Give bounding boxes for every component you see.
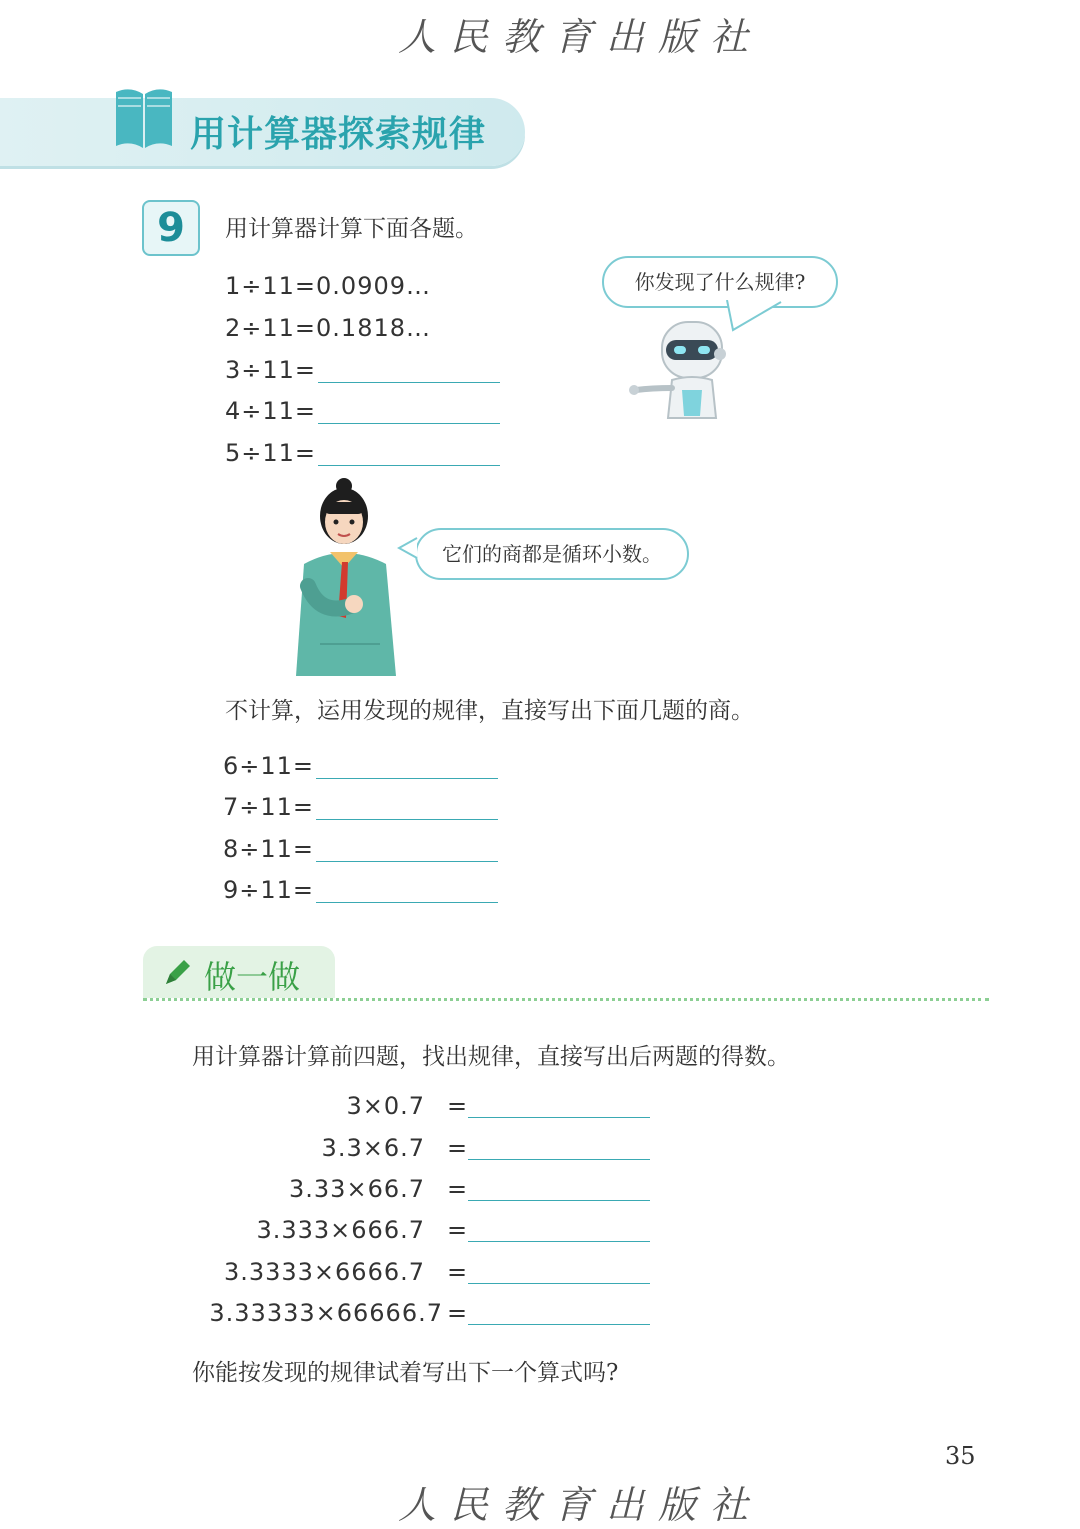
practice-equals-6: = xyxy=(447,1299,469,1327)
answer-blank-6[interactable] xyxy=(316,778,498,779)
pencil-icon xyxy=(160,956,194,990)
equation-8: 8÷11= xyxy=(223,835,315,863)
practice-expression-3: 3.33×66.7 xyxy=(289,1175,425,1203)
practice-expression-5: 3.3333×6666.7 xyxy=(223,1258,425,1286)
practice-equals-4: = xyxy=(447,1216,469,1244)
example-number-badge: 9 xyxy=(142,200,200,256)
practice-blank-4[interactable] xyxy=(468,1241,650,1242)
practice-equals-3: = xyxy=(447,1175,469,1203)
practice-instruction: 用计算器计算前四题，找出规律，直接写出后两题的得数。 xyxy=(192,1044,790,1070)
equation-7: 7÷11= xyxy=(223,793,315,821)
equation-3: 3÷11= xyxy=(225,356,317,384)
practice-expression-1: 3×0.7 xyxy=(346,1092,425,1120)
equation-4: 4÷11= xyxy=(225,397,317,425)
publisher-footer: 人民教育出版社 xyxy=(398,1483,763,1527)
practice-blank-3[interactable] xyxy=(468,1200,650,1201)
answer-blank-3[interactable] xyxy=(318,382,500,383)
equation-1: 1÷11=0.0909… xyxy=(225,272,432,300)
answer-blank-7[interactable] xyxy=(316,819,498,820)
answer-blank-9[interactable] xyxy=(316,902,498,903)
example-instruction: 用计算器计算下面各题。 xyxy=(225,216,478,242)
robot-illustration xyxy=(628,318,732,422)
practice-equals-1: = xyxy=(447,1092,469,1120)
practice-question: 你能按发现的规律试着写出下一个算式吗? xyxy=(192,1360,619,1386)
equation-5: 5÷11= xyxy=(225,439,317,467)
example-instruction-2: 不计算，运用发现的规律，直接写出下面几题的商。 xyxy=(225,698,754,724)
practice-blank-2[interactable] xyxy=(468,1159,650,1160)
practice-expression-6: 3.33333×66666.7 xyxy=(209,1299,443,1327)
practice-divider xyxy=(143,998,989,1001)
robot-bubble-tail xyxy=(725,300,785,332)
girl-bubble-tail xyxy=(397,536,419,562)
practice-blank-6[interactable] xyxy=(468,1324,650,1325)
section-title: 用计算器探索规律 xyxy=(190,114,487,155)
page-number: 35 xyxy=(945,1442,976,1470)
girl-illustration xyxy=(290,476,406,678)
practice-equals-2: = xyxy=(447,1134,469,1162)
answer-blank-5[interactable] xyxy=(318,465,500,466)
equation-2: 2÷11=0.1818… xyxy=(225,314,432,342)
book-icon xyxy=(112,84,176,154)
robot-speech-bubble: 你发现了什么规律? xyxy=(602,256,838,308)
practice-equals-5: = xyxy=(447,1258,469,1286)
practice-expression-4: 3.333×666.7 xyxy=(256,1216,425,1244)
girl-speech-bubble: 它们的商都是循环小数。 xyxy=(415,528,689,580)
practice-blank-5[interactable] xyxy=(468,1283,650,1284)
equation-9: 9÷11= xyxy=(223,876,315,904)
practice-blank-1[interactable] xyxy=(468,1117,650,1118)
publisher-header: 人民教育出版社 xyxy=(398,15,763,59)
equation-6: 6÷11= xyxy=(223,752,315,780)
practice-label: 做一做 xyxy=(204,958,301,996)
answer-blank-4[interactable] xyxy=(318,423,500,424)
answer-blank-8[interactable] xyxy=(316,861,498,862)
practice-expression-2: 3.3×6.7 xyxy=(321,1134,425,1162)
